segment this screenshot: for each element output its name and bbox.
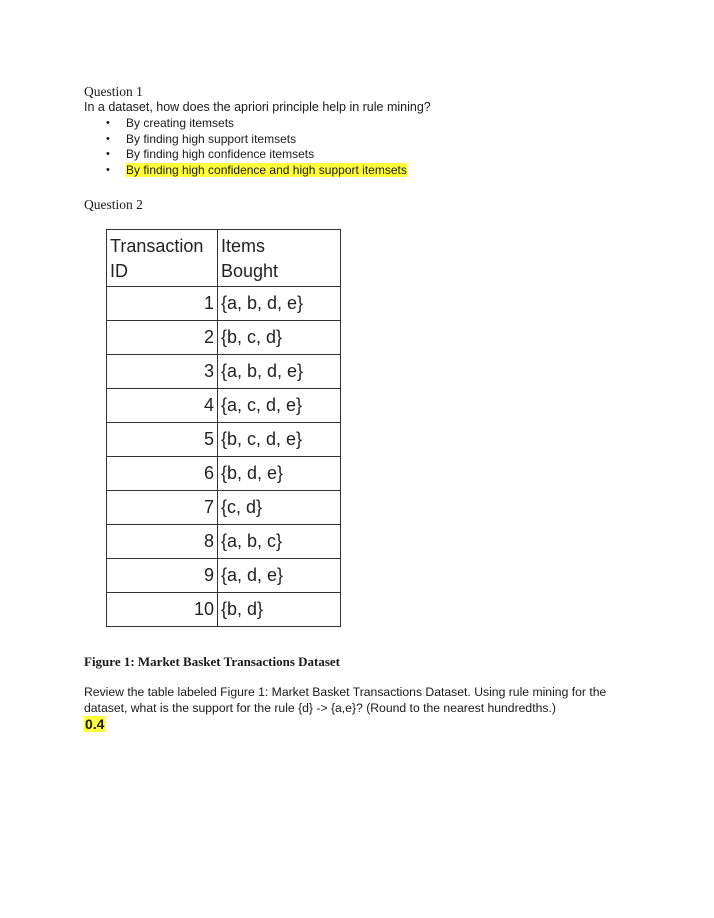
items-cell: {b, d}	[218, 593, 341, 627]
question-2-heading: Question 2	[84, 197, 143, 212]
items-cell: {a, b, d, e}	[218, 287, 341, 321]
items-cell: {a, d, e}	[218, 559, 341, 593]
items-cell: {a, b, d, e}	[218, 355, 341, 389]
option-item-selected	[84, 163, 407, 179]
transaction-id-cell: 3	[107, 355, 218, 389]
bullet-icon: •	[106, 117, 110, 129]
table-row	[107, 321, 341, 355]
items-cell: {a, b, c}	[218, 525, 341, 559]
answer-highlighted: 0.4	[85, 716, 105, 732]
header-transaction-id	[107, 230, 218, 287]
transaction-id-cell: 9	[107, 559, 218, 593]
bullet-icon: •	[106, 132, 110, 145]
question-1-text: In a dataset, how does the apriori principle help in rule mining?	[84, 100, 431, 114]
items-cell: {a, c, d, e}	[218, 389, 341, 423]
table-header-row	[107, 230, 341, 287]
question-2-text: Review the table labeled Figure 1: Market Basket Transactions Dataset. Using rule mining for the dataset, what is the support for the rule {d} -> {a,e}? (Round to the nearest hundredths.)	[84, 685, 607, 715]
header-items-line1: Items	[221, 236, 266, 256]
question-1-heading: Question 1	[84, 84, 143, 99]
bullet-icon: •	[106, 163, 110, 176]
items-cell: {b, c, d}	[218, 321, 341, 355]
transaction-id-cell: 8	[107, 525, 218, 559]
items-cell: {c, d}	[218, 491, 341, 525]
option-item	[84, 116, 407, 132]
header-id-line2: ID	[110, 261, 128, 281]
option-label: By finding high support itemsets	[126, 131, 297, 146]
answer-options-list	[84, 116, 407, 178]
table-row	[107, 593, 341, 627]
transaction-id-cell: 1	[107, 287, 218, 321]
transaction-id-cell: 5	[107, 423, 218, 457]
table-row	[107, 389, 341, 423]
option-item	[84, 147, 407, 163]
transaction-id-cell: 7	[107, 491, 218, 525]
table-row	[107, 559, 341, 593]
table-row	[107, 525, 341, 559]
header-items-line2: Bought	[221, 261, 279, 281]
option-label: By finding high confidence itemsets	[126, 147, 315, 161]
header-items-bought	[218, 230, 341, 287]
transaction-id-cell: 10	[107, 593, 218, 627]
transaction-id-cell: 2	[107, 321, 218, 355]
items-cell: {b, d, e}	[218, 457, 341, 491]
option-label: By creating itemsets	[126, 116, 235, 130]
table-row	[107, 423, 341, 457]
option-label-highlighted: By finding high confidence and high support itemsets	[126, 162, 407, 177]
transaction-id-cell: 6	[107, 457, 218, 491]
table-row	[107, 355, 341, 389]
option-item	[84, 132, 407, 148]
bullet-icon: •	[106, 148, 110, 160]
transactions-table	[106, 229, 341, 627]
transaction-id-cell: 4	[107, 389, 218, 423]
table-row	[107, 287, 341, 321]
figure-caption: Figure 1: Market Basket Transactions Dataset	[84, 654, 341, 669]
table-row	[107, 491, 341, 525]
table-row	[107, 457, 341, 491]
header-id-line1: Transaction	[110, 236, 204, 256]
items-cell: {b, c, d, e}	[218, 423, 341, 457]
